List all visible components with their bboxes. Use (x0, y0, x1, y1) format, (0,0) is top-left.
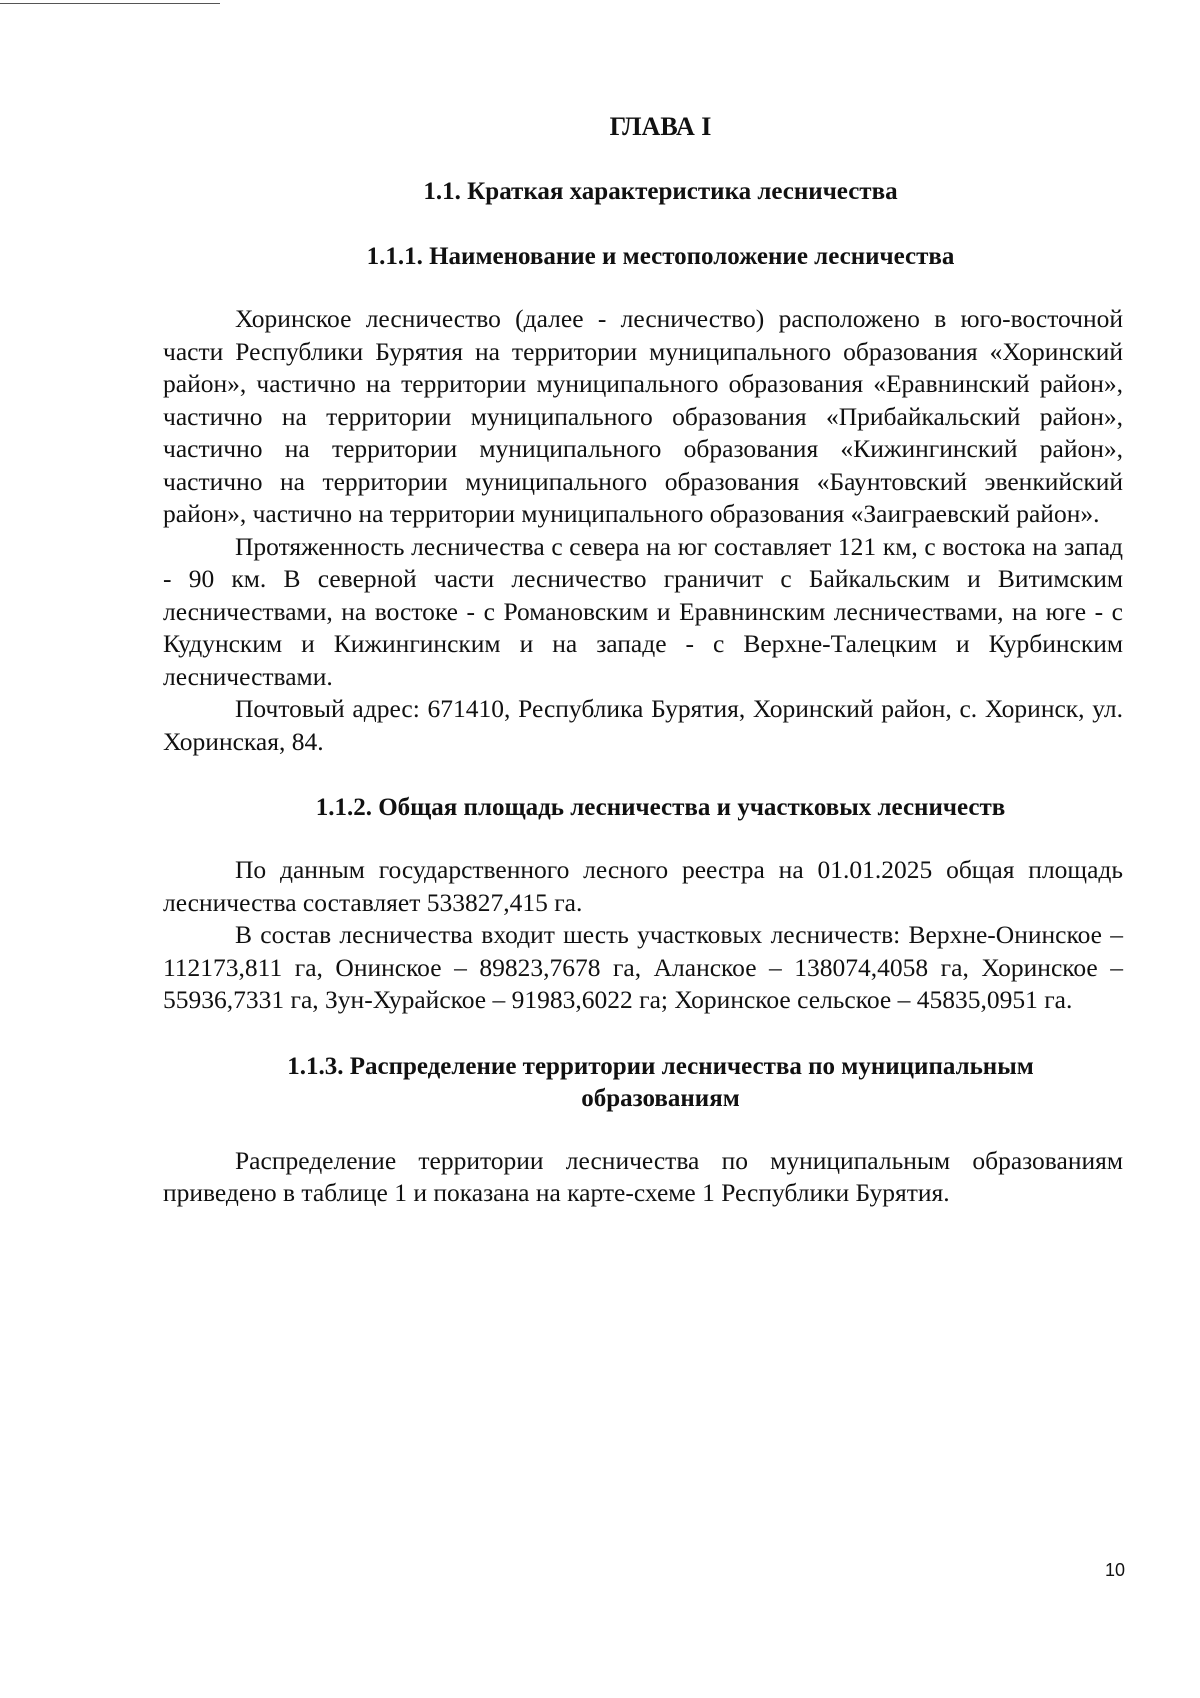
paragraph-municipal-distribution: Распределение территории лесничества по муниципальным образованиям приведено в таблице 1 и показана на карте-схеме 1 Республики Бурятия. (163, 1145, 1123, 1207)
section-heading-1-1-3-line-2: образованиям (581, 1084, 740, 1112)
chapter-title: ГЛАВА I (609, 112, 712, 141)
section-heading-1-1-3 (163, 1051, 1123, 1115)
section-heading-1-1-1: 1.1.1. Наименование и местоположение лесничества (366, 243, 955, 270)
page-number: 10 (1104, 1560, 1125, 1580)
paragraph-extent: Протяженность лесничества с севера на юг составляет 121 км, с востока на запад - 90 км. В северной части лесничество граничит с Байкальским и Витимским лесничествами, на востоке - с Романовским и Еравнинским лесничествами, на юге - с Кудунским и Кижингинским и на западе - с Верхне-Талецким и Курбинским лесничествами. (163, 531, 1123, 691)
scan-edge-line (0, 3, 220, 4)
page-content (163, 110, 1123, 1210)
section-heading-1-1-2: 1.1.2. Общая площадь лесничества и участковых лесничеств (315, 794, 1006, 821)
section-heading-1-1-3-line-1: 1.1.3. Распределение территории лесничества по муниципальным (287, 1052, 1034, 1080)
paragraph-location: Хоринское лесничество (далее - лесничество) расположено в юго-восточной части Республики Бурятия на территории муниципального образования «Хоринский район», частично на территории муниципального образования «Еравнинский район», частично на территории муниципального образования «Прибайкальский район», частично на территории муниципального образования «Кижингинский район», частично на территории муниципального образования «Баунтовский эвенкийский район», частично на территории муниципального образования «Заиграевский район». (163, 304, 1123, 528)
section-heading-1-1: 1.1. Краткая характеристика лесничества (423, 178, 898, 205)
paragraph-district-forestries: В состав лесничества входит шесть участковых лесничеств: Верхне-Онинское – 112173,811 га, Онинское – 89823,7678 га, Аланское – 138074,4058 га, Хоринское – 55936,7331 га, Зун-Хурайское – 91983,6022 га; Хоринское сельское – 45835,0951 га. (163, 920, 1123, 1014)
paragraph-total-area: По данным государственного лесного реестра на 01.01.2025 общая площадь лесничества составляет 533827,415 га. (163, 855, 1123, 917)
paragraph-postal-address: Почтовый адрес: 671410, Республика Бурятия, Хоринский район, с. Хоринск, ул. Хоринская, 84. (163, 694, 1123, 756)
